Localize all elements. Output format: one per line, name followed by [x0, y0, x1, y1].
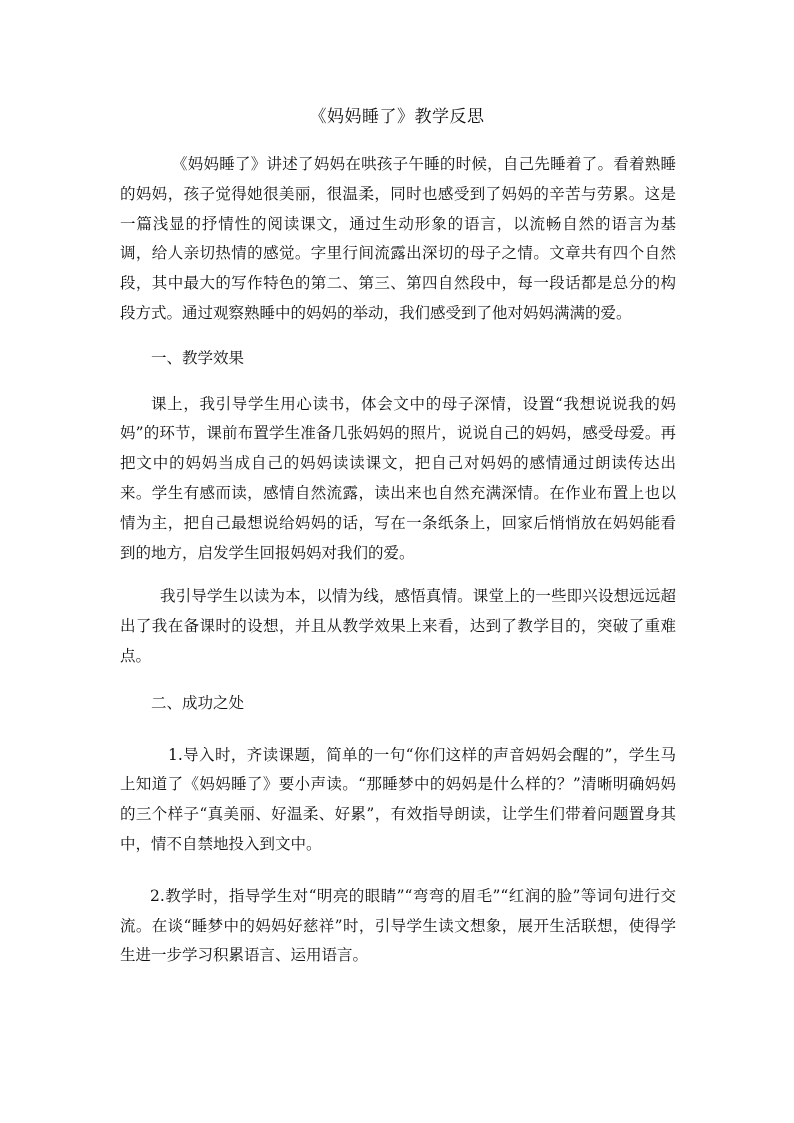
spacer	[120, 329, 676, 344]
success-item-2: 2.教学时，指导学生对“明亮的眼睛”“弯弯的眉毛”“红润的脸”等词句进行交流。在谈“睡梦中的妈妈好慈祥”时，引导学生读文想象，展开生活联想，使得学生进一步学习积累语言、运用语言。	[120, 886, 676, 965]
intro-paragraph: 《妈妈睡了》讲述了妈妈在哄孩子午睡的时候，自己先睡着了。看着熟睡的妈妈，孩子觉得她很美丽，很温柔，同时也感受到了妈妈的辛苦与劳累。这是一篇浅显的抒情性的阅读课文，通过生动形象的语言，以流畅自然的语言为基调，给人亲切热情的感觉。字里行间流露出深切的母子之情。文章共有四个自然段，其中最大的写作特色的第二、第三、第四自然段中，每一段话都是总分的构段方式。通过观察熟睡中的妈妈的举动，我们感受到了他对妈妈满满的爱。	[120, 155, 676, 322]
success-item-1: 1.导入时，齐读课题，简单的一句“你们这样的声音妈妈会醒的”，学生马上知道了《妈妈睡了》要小声读。“那睡梦中的妈妈是什么样的？”清晰明确妈妈的三个样子“真美丽、好温柔、好累”，有效指导朗读，让学生们带着问题置身其中，情不自禁地投入到文中。	[120, 745, 676, 853]
page-title: 《妈妈睡了》教学反思	[309, 107, 485, 127]
spacer	[120, 719, 676, 741]
spacer	[120, 374, 676, 390]
teaching-effect-paragraph-1: 课上，我引导学生用心读书，体会文中的母子深情，设置“我想说说我的妈妈”的环节，课前布置学生准备几张妈妈的照片，说说自己的妈妈，感受母爱。再把文中的妈妈当成自己的妈妈读读课文，把自己对妈妈的感情通过朗读传达出来。学生有感而读，感情自然流露，读出来也自然充满深情。在作业布置上也以情为主，把自己最想说给妈妈的话，写在一条纸条上，回家后悄悄放在妈妈能看到的地方，启发学生回报妈妈对我们的爱。	[120, 394, 676, 562]
section-heading-teaching-effect: 一、教学效果	[151, 348, 245, 367]
spacer	[120, 672, 676, 689]
section-heading-success: 二、成功之处	[151, 693, 245, 712]
spacer	[120, 568, 676, 582]
teaching-effect-paragraph-2: 我引导学生以读为本，以情为线，感悟真情。课堂上的一些即兴设想远远超出了我在备课时的设想，并且从教学效果上来看，达到了教学目的，突破了重难点。	[120, 587, 676, 665]
document-body	[120, 150, 676, 971]
spacer	[120, 860, 676, 882]
